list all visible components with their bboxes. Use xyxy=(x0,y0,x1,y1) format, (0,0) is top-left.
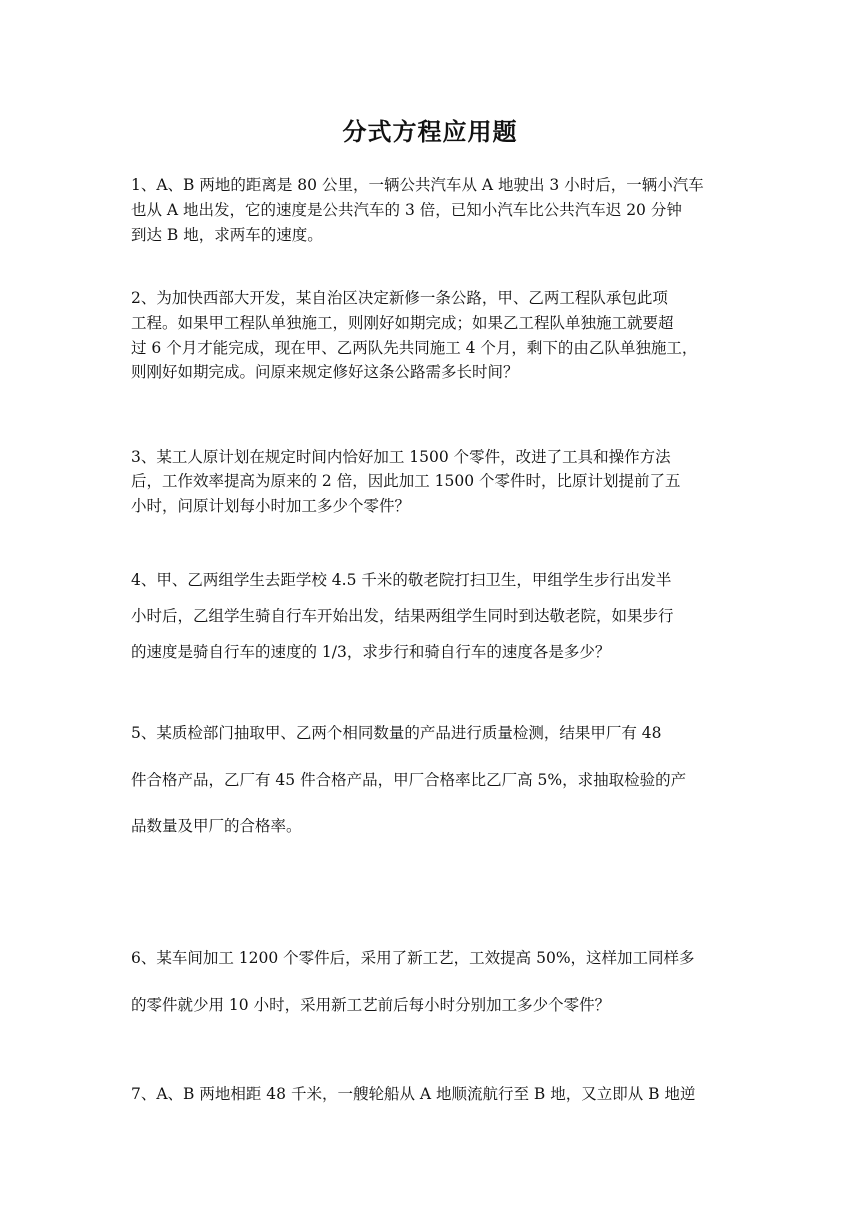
problem-2-line-3: 过 6 个月才能完成，现在甲、乙两队先共同施工 4 个月，剩下的由乙队单独施工， xyxy=(131,339,698,357)
problem-4-line-3: 的速度是骑自行车的速度的 1/3，求步行和骑自行车的速度各是多少？ xyxy=(131,643,611,661)
problem-3-line-3: 小时，问原计划每小时加工多少个零件？ xyxy=(131,497,411,515)
problem-5-line-3: 品数量及甲厂的合格率。 xyxy=(131,817,302,835)
problem-1-line-3: 到达 B 地，求两车的速度。 xyxy=(131,226,323,244)
problem-6-line-2: 的零件就少用 10 小时，采用新工艺前后每小时分别加工多少个零件？ xyxy=(131,996,611,1014)
problem-2-line-1: 2、为加快西部大开发，某自治区决定新修一条公路，甲、乙两工程队承包此项 xyxy=(131,289,668,307)
problem-1-line-2: 也从 A 地出发，它的速度是公共汽车的 3 倍，已知小汽车比公共汽车迟 20 分钟 xyxy=(131,201,682,219)
problem-1-line-1: 1、A、B 两地的距离是 80 公里，一辆公共汽车从 A 地驶出 3 小时后，一辆小汽车 xyxy=(131,176,704,194)
problem-2-line-4: 则刚好如期完成。问原来规定修好这条公路需多长时间？ xyxy=(131,363,519,381)
problem-2-line-2: 工程。如果甲工程队单独施工，则刚好如期完成；如果乙工程队单独施工就要超 xyxy=(131,314,674,332)
problem-4-line-2: 小时后，乙组学生骑自行车开始出发，结果两组学生同时到达敬老院，如果步行 xyxy=(131,607,674,625)
problem-5-line-2: 件合格产品，乙厂有 45 件合格产品，甲厂合格率比乙厂高 5%，求抽取检验的产 xyxy=(131,771,687,789)
document-title: 分式方程应用题 xyxy=(342,118,518,146)
problem-7-line-1: 7、A、B 两地相距 48 千米，一艘轮船从 A 地顺流航行至 B 地，又立即从 B 地逆 xyxy=(131,1085,696,1103)
problem-6-line-1: 6、某车间加工 1200 个零件后，采用了新工艺，工效提高 50%，这样加工同样多 xyxy=(131,949,695,967)
problem-3-line-1: 3、某工人原计划在规定时间内恰好加工 1500 个零件，改进了工具和操作方法 xyxy=(131,448,671,466)
problem-5-line-1: 5、某质检部门抽取甲、乙两个相同数量的产品进行质量检测，结果甲厂有 48 xyxy=(131,724,662,742)
problem-4-line-1: 4、甲、乙两组学生去距学校 4.5 千米的敬老院打扫卫生，甲组学生步行出发半 xyxy=(131,571,672,589)
problem-3-line-2: 后，工作效率提高为原来的 2 倍，因此加工 1500 个零件时，比原计划提前了五 xyxy=(131,472,681,490)
